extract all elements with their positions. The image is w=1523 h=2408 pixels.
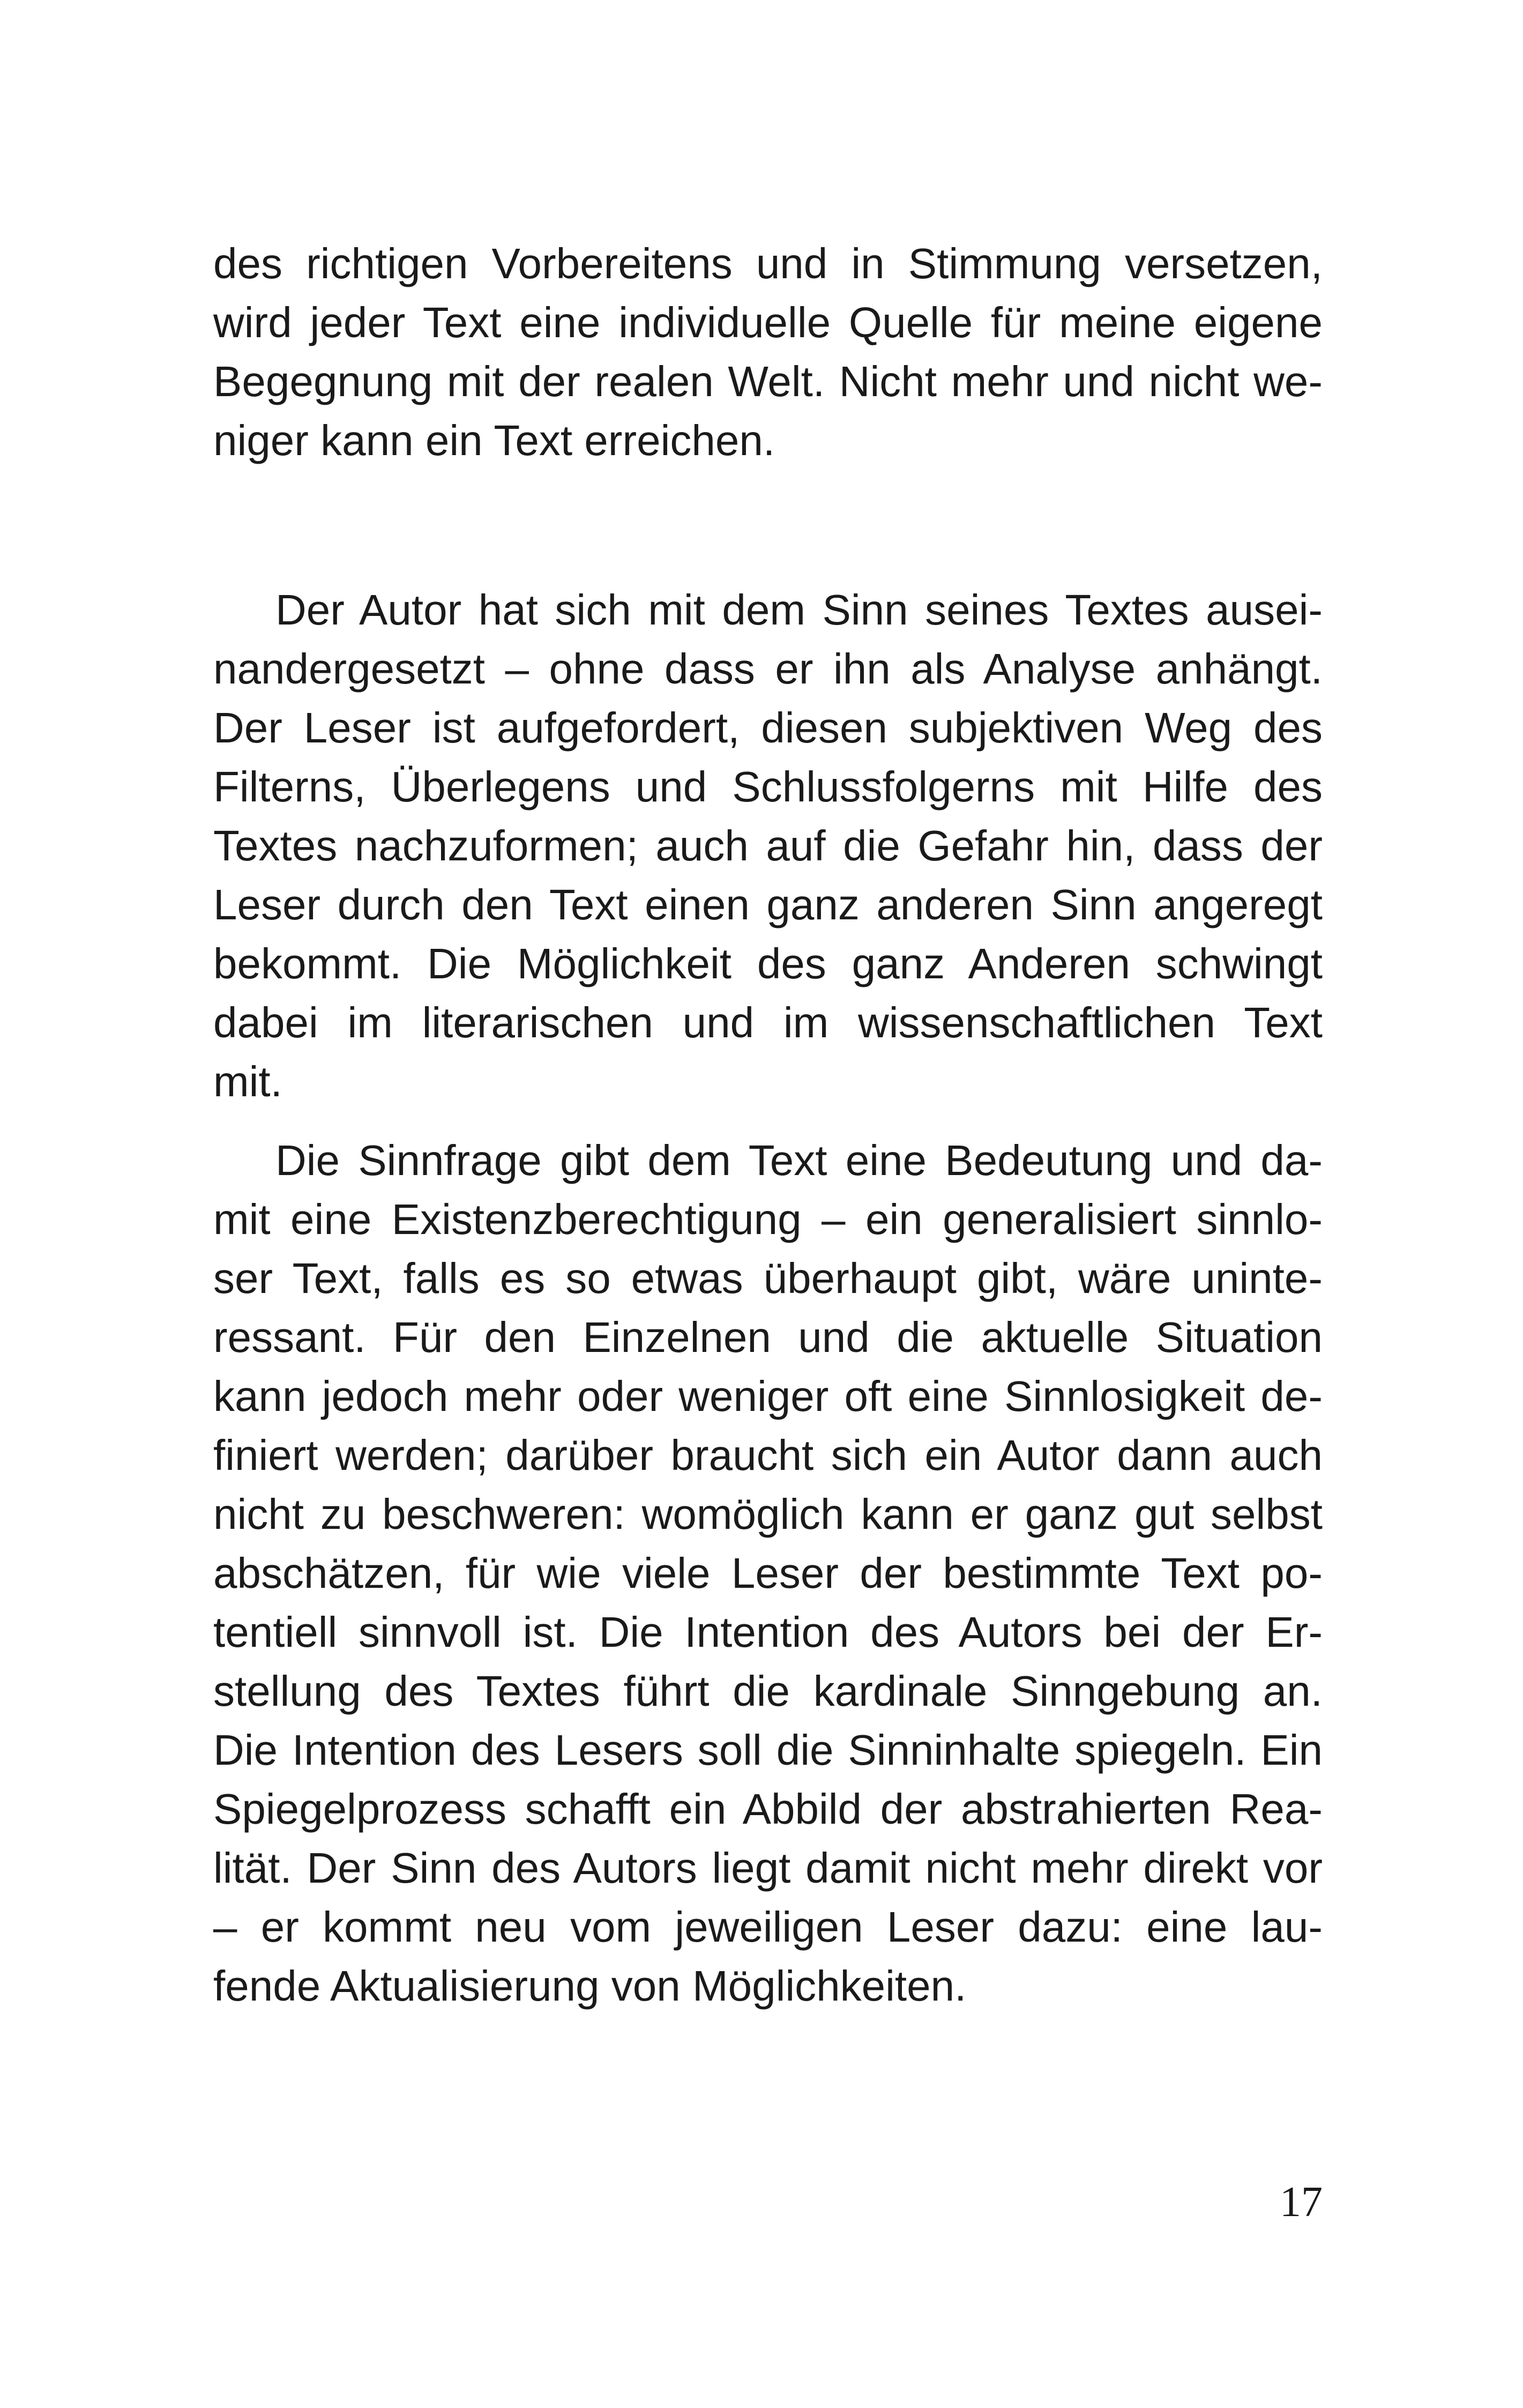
text-line: Filterns, Überlegens und Schlussfolgerns mit Hilfe des [213, 763, 1323, 811]
text-line: nandergesetzt – ohne dass er ihn als Analyse anhängt. [213, 645, 1323, 693]
text-line: kann jedoch mehr oder weniger oft eine Sinnlosigkeit de- [213, 1372, 1323, 1420]
text-line: Textes nachzuformen; auch auf die Gefahr hin, dass der [213, 822, 1323, 869]
text-line: nicht zu beschweren: womöglich kann er ganz gut selbst [213, 1490, 1323, 1538]
text-line: Die Sinnfrage gibt dem Text eine Bedeutung und da- [275, 1136, 1323, 1184]
text-line: mit eine Existenzberechtigung – ein generalisiert sinnlo- [213, 1195, 1323, 1243]
text-line: Die Intention des Lesers soll die Sinninhalte spiegeln. Ein [213, 1726, 1323, 1774]
text-line: finiert werden; darüber braucht sich ein Autor dann auch [213, 1431, 1323, 1479]
text-line: Leser durch den Text einen ganz anderen Sinn angeregt [213, 881, 1323, 928]
text-line: stellung des Textes führt die kardinale Sinngebung an. [213, 1667, 1323, 1715]
paragraph-meaning-question [213, 1131, 1323, 2016]
paragraph-continuation [213, 234, 1323, 470]
text-line: lität. Der Sinn des Autors liegt damit nicht mehr direkt vor [213, 1844, 1323, 1892]
text-line: Der Leser ist aufgefordert, diesen subjektiven Weg des [213, 704, 1323, 752]
text-line: fende Aktualisierung von Möglichkeiten. [213, 1962, 967, 2010]
text-line: niger kann ein Text erreichen. [213, 417, 775, 464]
text-line: wird jeder Text eine individuelle Quelle für meine eigene [213, 299, 1323, 346]
text-line: tentiell sinnvoll ist. Die Intention des Autors bei der Er- [213, 1608, 1323, 1656]
page-number: 17 [1280, 2179, 1323, 2226]
text-line: ressant. Für den Einzelnen und die aktuelle Situation [213, 1313, 1323, 1361]
text-line: des richtigen Vorbereitens und in Stimmung versetzen, [213, 240, 1323, 287]
text-line: abschätzen, für wie viele Leser der bestimmte Text po- [213, 1549, 1323, 1597]
text-line: ser Text, falls es so etwas überhaupt gibt, wäre uninte- [213, 1254, 1323, 1302]
text-line: bekommt. Die Möglichkeit des ganz Anderen schwingt [213, 940, 1323, 987]
text-line: Der Autor hat sich mit dem Sinn seines Textes ausei- [275, 586, 1323, 634]
paragraph-author-sense [213, 581, 1323, 1111]
text-line: dabei im literarischen und im wissenschaftlichen Text [213, 999, 1323, 1046]
text-line: – er kommt neu vom jeweiligen Leser dazu: eine lau- [213, 1903, 1323, 1951]
text-line: mit. [213, 1058, 282, 1105]
text-line: Begegnung mit der realen Welt. Nicht mehr und nicht we- [213, 358, 1323, 405]
text-line: Spiegelprozess schafft ein Abbild der abstrahierten Rea- [213, 1785, 1323, 1833]
